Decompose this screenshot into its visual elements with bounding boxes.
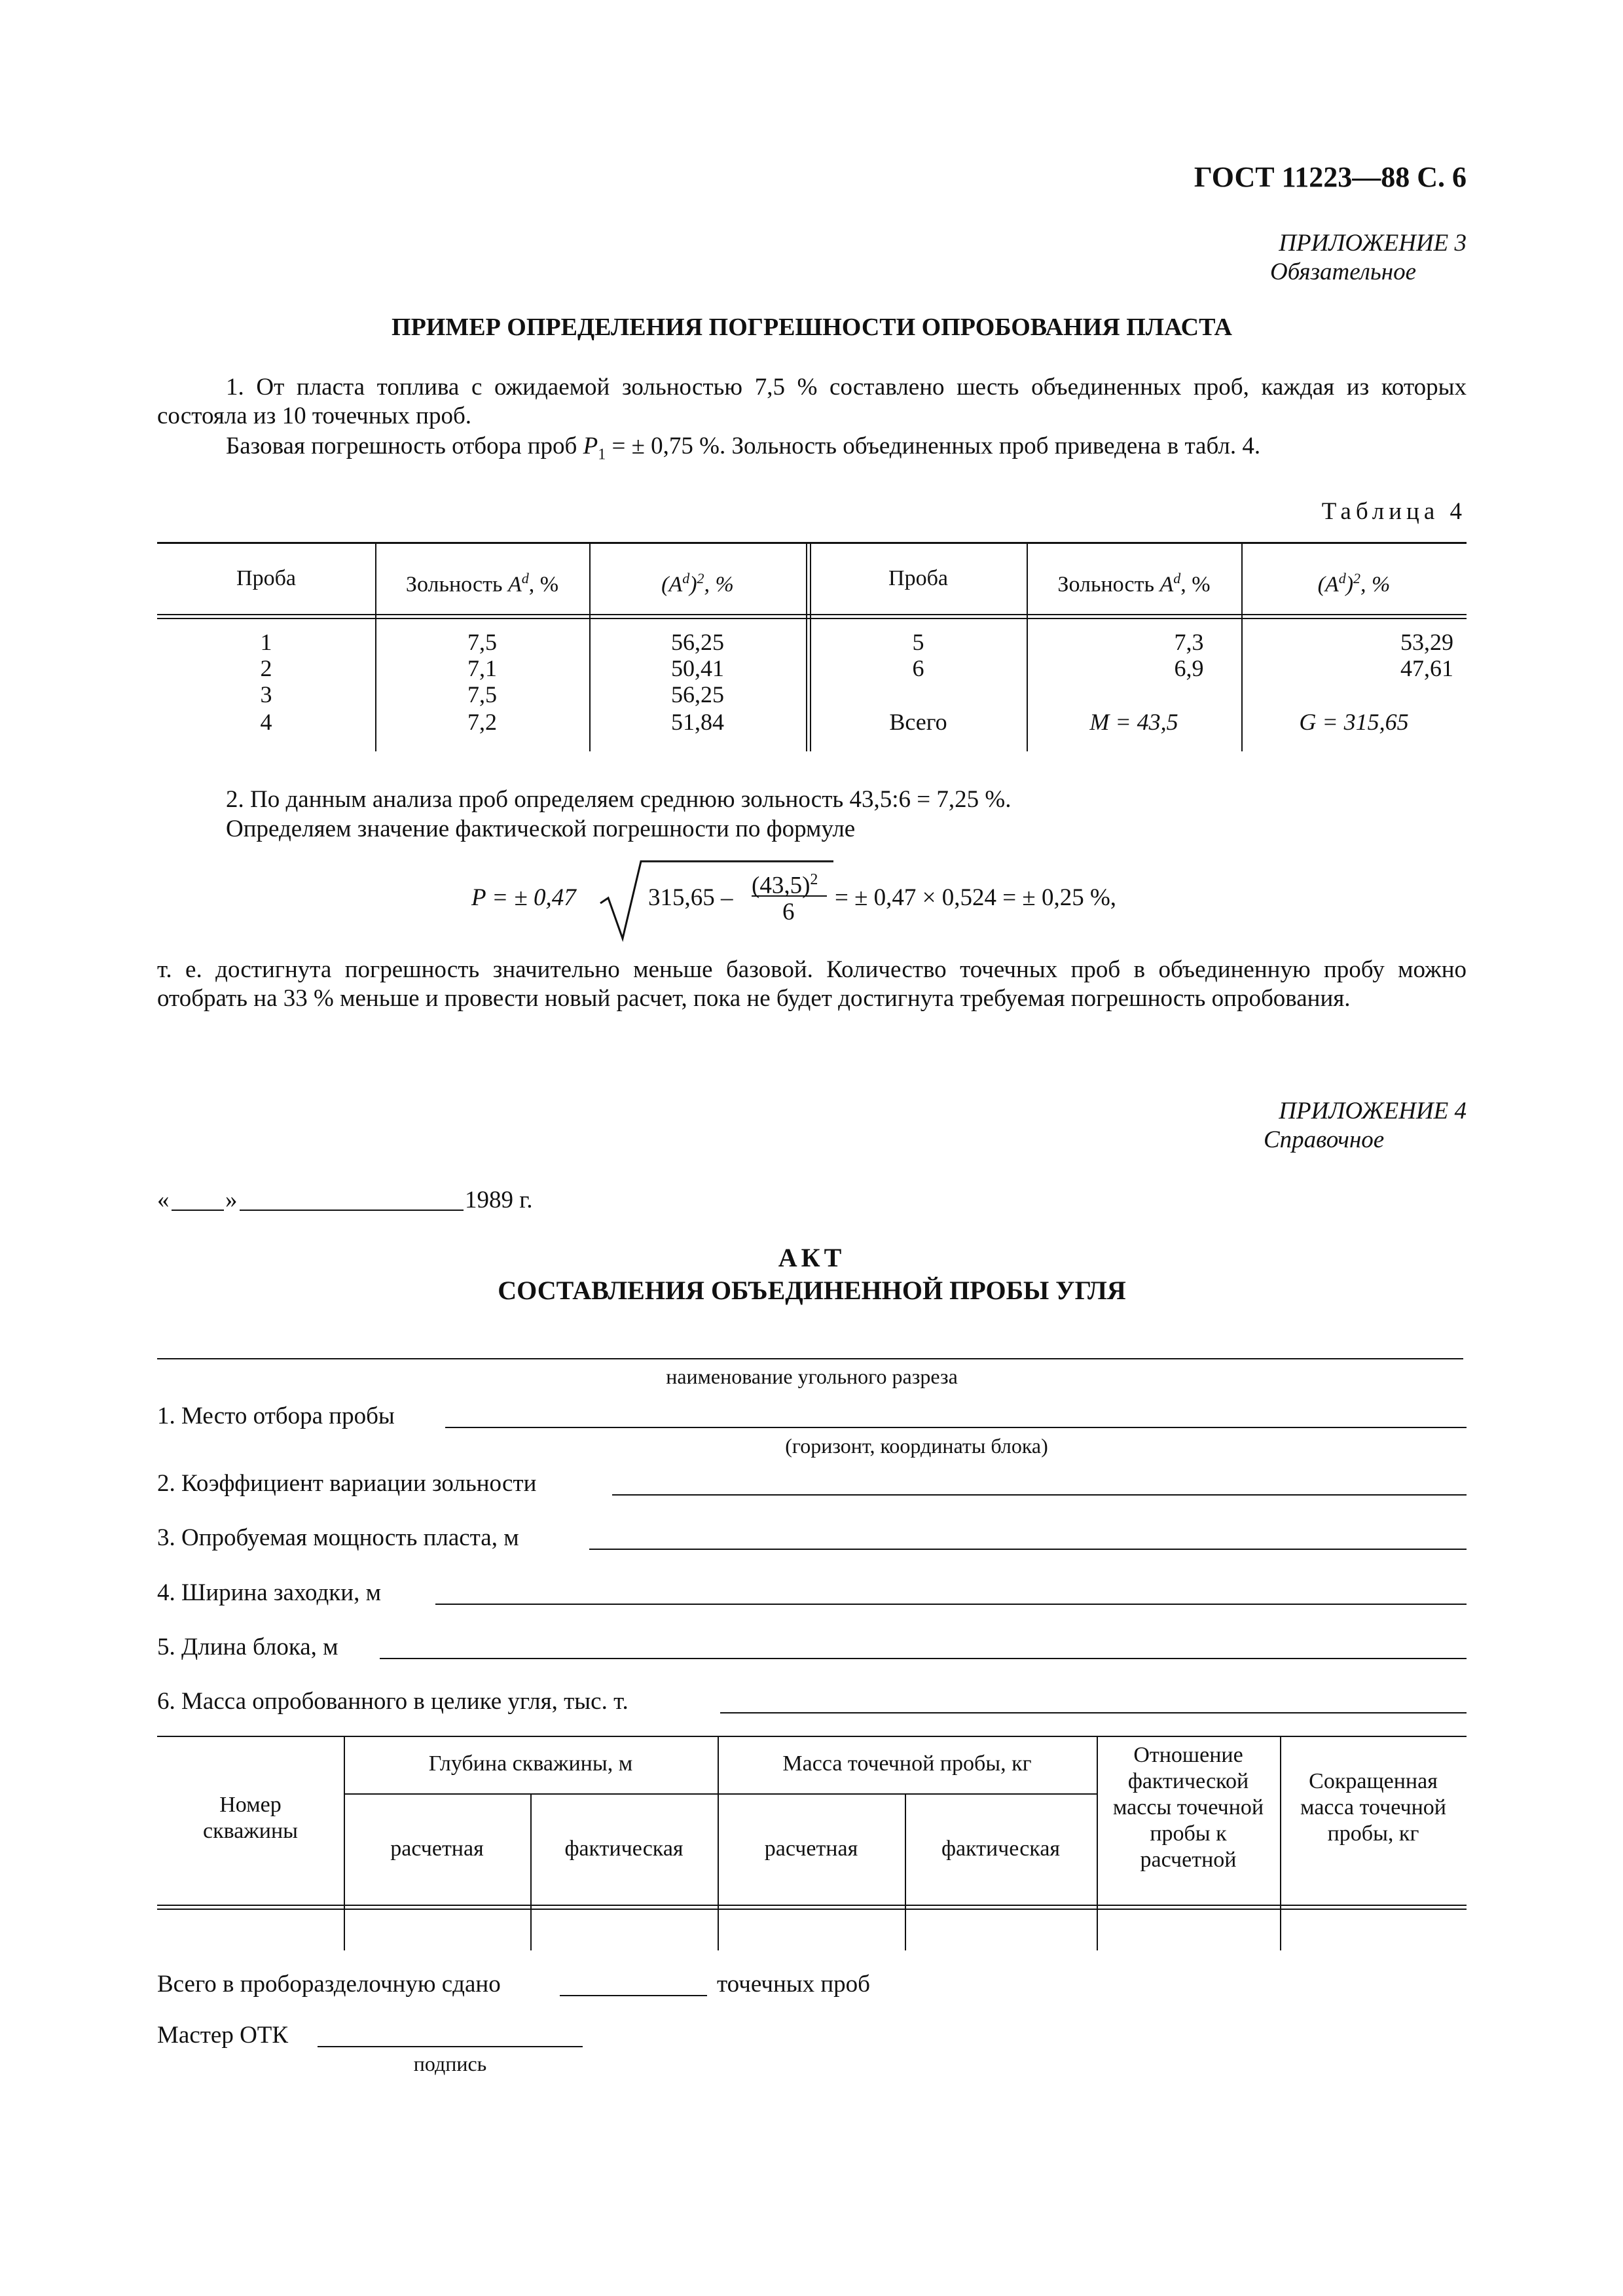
- table4-header-ash-squared-2: [1241, 565, 1467, 598]
- mine-name-caption: наименование угольного разреза: [666, 1365, 958, 1388]
- act-table-header-mass: Масса точечной пробы, кг: [782, 1751, 1032, 1776]
- table4-total-label: Всего: [889, 709, 947, 735]
- formula-right: = ± 0,47 × 0,524 = ± 0,25 %,: [835, 884, 1117, 911]
- mine-name-field[interactable]: [157, 1358, 1463, 1359]
- table4-row2-a: 7,1: [467, 655, 497, 681]
- act-table-group-border: [344, 1793, 1097, 1795]
- item-2-field[interactable]: [612, 1494, 1467, 1496]
- table4-row5-sq-value: 53,29: [1400, 629, 1453, 655]
- total-suffix: точечных проб: [717, 1971, 870, 1998]
- table4-row1-a: 7,5: [467, 629, 497, 655]
- table4-row6-sq: [1241, 655, 1467, 682]
- ratio-line4: пробы к: [1150, 1821, 1227, 1846]
- date-quote-open: «: [157, 1187, 170, 1213]
- item-6-label: 6. Масса опробованного в целике угля, тыс. т.: [157, 1688, 629, 1715]
- appendix4-label: ПРИЛОЖЕНИЕ 4: [1279, 1098, 1467, 1124]
- table4-row4-n: 4: [260, 709, 272, 735]
- table4-row5-a: [1027, 628, 1241, 656]
- table4-row2-sq: 50,41: [671, 655, 724, 681]
- appendix3-title: ПРИМЕР ОПРЕДЕЛЕНИЯ ПОГРЕШНОСТИ ОПРОБОВАНИЯ ПЛАСТА: [392, 314, 1232, 341]
- reduced-line1: Сокращенная: [1309, 1769, 1438, 1793]
- paragraph-1: 1. От пласта топлива с ожидаемой зольностью 7,5 % составлено шесть объединенных проб, каждая из которых состояла из 10 точечных проб.: [157, 374, 1467, 429]
- paragraph-1b: [226, 432, 1470, 469]
- table4-header-proba: Проба: [236, 566, 296, 590]
- item-3-label: 3. Опробуемая мощность пласта, м: [157, 1524, 519, 1551]
- sq-unit: , %: [704, 572, 734, 597]
- table4-row2-n: 2: [260, 655, 272, 681]
- master-label: Мастер ОТК: [157, 2022, 289, 2049]
- table4-header-proba-2: Проба: [888, 566, 948, 590]
- act-title: АКТ: [778, 1243, 846, 1272]
- sq-open: (A: [661, 572, 683, 597]
- table4-label: Таблица 4: [1321, 498, 1467, 525]
- table4-row5-a-value: 7,3: [1174, 629, 1204, 655]
- table4-total-m: M = 43,5: [1089, 709, 1178, 735]
- ash-text-2: Зольность: [1057, 572, 1160, 597]
- reduced-line3: пробы, кг: [1327, 1821, 1419, 1846]
- table4-header-border-2: [157, 618, 1467, 619]
- ash-text: Зольность: [405, 572, 508, 597]
- act-table-header-well: [157, 1792, 344, 1844]
- reduced-line2: масса точечной: [1300, 1795, 1446, 1820]
- act-table-header-mass-fact: фактическая: [941, 1837, 1061, 1861]
- table4-top-border: [157, 542, 1467, 544]
- paragraph-2b: Определяем значение фактической погрешности по формуле: [226, 816, 856, 842]
- item-6-field[interactable]: [720, 1712, 1467, 1713]
- sq-unit-2: , %: [1360, 572, 1391, 597]
- table4-header-ash-squared: [589, 565, 806, 598]
- ash-unit-2: , %: [1180, 572, 1211, 597]
- act-table-header-depth-fact: фактическая: [564, 1837, 684, 1861]
- item-5-label: 5. Длина блока, м: [157, 1634, 338, 1660]
- total-prefix: Всего в проборазделочную сдано: [157, 1971, 501, 1998]
- sq-pow-2: 2: [1353, 570, 1361, 586]
- sq-close: ): [689, 572, 697, 597]
- table4-total-g: G = 315,65: [1299, 709, 1409, 735]
- date-day-field[interactable]: [172, 1210, 224, 1211]
- item-5-field[interactable]: [380, 1658, 1467, 1659]
- act-table-header-border-1: [157, 1905, 1467, 1906]
- formula-numerator-base: (43,5): [752, 872, 811, 899]
- act-subtitle: СОСТАВЛЕНИЯ ОБЪЕДИНЕННОЙ ПРОБЫ УГЛЯ: [498, 1276, 1126, 1305]
- paragraph-1b-prefix: Базовая погрешность отбора проб: [226, 433, 577, 459]
- table4-row3-n: 3: [260, 681, 272, 708]
- ratio-line2: фактической: [1127, 1769, 1249, 1793]
- table4-header-ash: [375, 565, 589, 598]
- paragraph-1b-suffix: = ± 0,75 %. Зольность объединенных проб приведена в табл. 4.: [611, 433, 1261, 459]
- master-signature-field[interactable]: [318, 2046, 583, 2047]
- act-table-header-depth-calc: расчетная: [390, 1837, 484, 1861]
- item-2-label: 2. Коэффициент вариации зольности: [157, 1470, 537, 1497]
- symbol-p-subscript: 1: [598, 446, 606, 463]
- item-1-caption: (горизонт, координаты блока): [785, 1434, 1048, 1458]
- date-year: 1989 г.: [465, 1187, 533, 1213]
- act-table-header-border-2: [157, 1909, 1467, 1910]
- table4-row6-a-value: 6,9: [1174, 655, 1204, 681]
- sq-sup: d: [682, 570, 690, 586]
- table4-row4-sq: 51,84: [671, 709, 724, 735]
- signature-caption: подпись: [413, 2052, 487, 2075]
- table4-vline-3a: [806, 542, 807, 751]
- well-line2: скважины: [202, 1819, 299, 1843]
- table4-row6-sq-value: 47,61: [1400, 655, 1453, 681]
- table4-row3-sq: 56,25: [671, 681, 724, 708]
- ratio-line5: расчетной: [1140, 1848, 1237, 1872]
- act-table-header-ratio: [1097, 1742, 1280, 1873]
- formula-denominator: 6: [782, 899, 795, 925]
- ash-sup: d: [521, 570, 529, 586]
- appendix3-label: ПРИЛОЖЕНИЕ 3: [1279, 230, 1467, 257]
- well-line1: Номер: [219, 1793, 282, 1817]
- paragraph-3: т. е. достигнута погрешность значительно меньше базовой. Количество точечных проб в объединенную пробу можно отобрать на 33 % меньше и провести новый расчет, пока не будет достигнута требуемая погрешность опробования.: [157, 956, 1467, 1012]
- sq-sup-2: d: [1338, 570, 1346, 586]
- act-table-vline-4: [905, 1793, 906, 1950]
- formula-numerator-power: 2: [810, 871, 818, 888]
- ash-unit: , %: [528, 572, 559, 597]
- paragraph-2: 2. По данным анализа проб определяем среднюю зольность 43,5:6 = 7,25 %.: [226, 786, 1012, 813]
- table4-row6-n: 6: [912, 655, 924, 681]
- ash-symbol: A: [507, 572, 522, 597]
- table4-header-border-1: [157, 614, 1467, 615]
- sq-pow: 2: [697, 570, 704, 586]
- symbol-p: P: [583, 433, 598, 459]
- document-number: ГОСТ 11223—88 С. 6: [1194, 161, 1467, 193]
- table4-row1-n: 1: [260, 629, 272, 655]
- table4-row5-sq: [1241, 628, 1467, 656]
- table4-row4-a: 7,2: [467, 709, 497, 735]
- item-3-field[interactable]: [589, 1549, 1467, 1550]
- sq-close-2: ): [1345, 572, 1354, 597]
- item-1-label: 1. Место отбора пробы: [157, 1403, 395, 1429]
- date-month-field[interactable]: [240, 1210, 464, 1211]
- act-table-top-border: [157, 1736, 1467, 1737]
- formula-fraction-bar: [752, 895, 827, 897]
- act-table-header-depth: Глубина скважины, м: [428, 1751, 633, 1776]
- item-4-field[interactable]: [435, 1604, 1467, 1605]
- item-1-field[interactable]: [445, 1427, 1467, 1428]
- sq-open-2: (A: [1317, 572, 1339, 597]
- table4-header-ash-2: [1027, 565, 1241, 598]
- total-count-field[interactable]: [560, 1995, 707, 1996]
- item-4-label: 4. Ширина заходки, м: [157, 1579, 381, 1606]
- ratio-line3: массы точечной: [1112, 1795, 1264, 1820]
- table4-row5-n: 5: [912, 629, 924, 655]
- act-table-header-reduced: [1280, 1768, 1467, 1847]
- table4-row6-a: [1027, 655, 1241, 682]
- ash-symbol-2: A: [1159, 572, 1174, 597]
- act-table-vline-2: [530, 1793, 532, 1950]
- date-quote-close: »: [225, 1187, 238, 1213]
- act-table-header-mass-calc: расчетная: [764, 1837, 858, 1861]
- ratio-line1: Отношение: [1133, 1743, 1243, 1767]
- table4-row1-sq: 56,25: [671, 629, 724, 655]
- table4-row3-a: 7,5: [467, 681, 497, 708]
- appendix3-status: Обязательное: [1270, 259, 1417, 285]
- ash-sup-2: d: [1173, 570, 1181, 586]
- formula-under-root: 315,65 –: [648, 884, 733, 911]
- formula-left: P = ± 0,47: [471, 884, 576, 911]
- appendix4-status: Справочное: [1264, 1126, 1385, 1153]
